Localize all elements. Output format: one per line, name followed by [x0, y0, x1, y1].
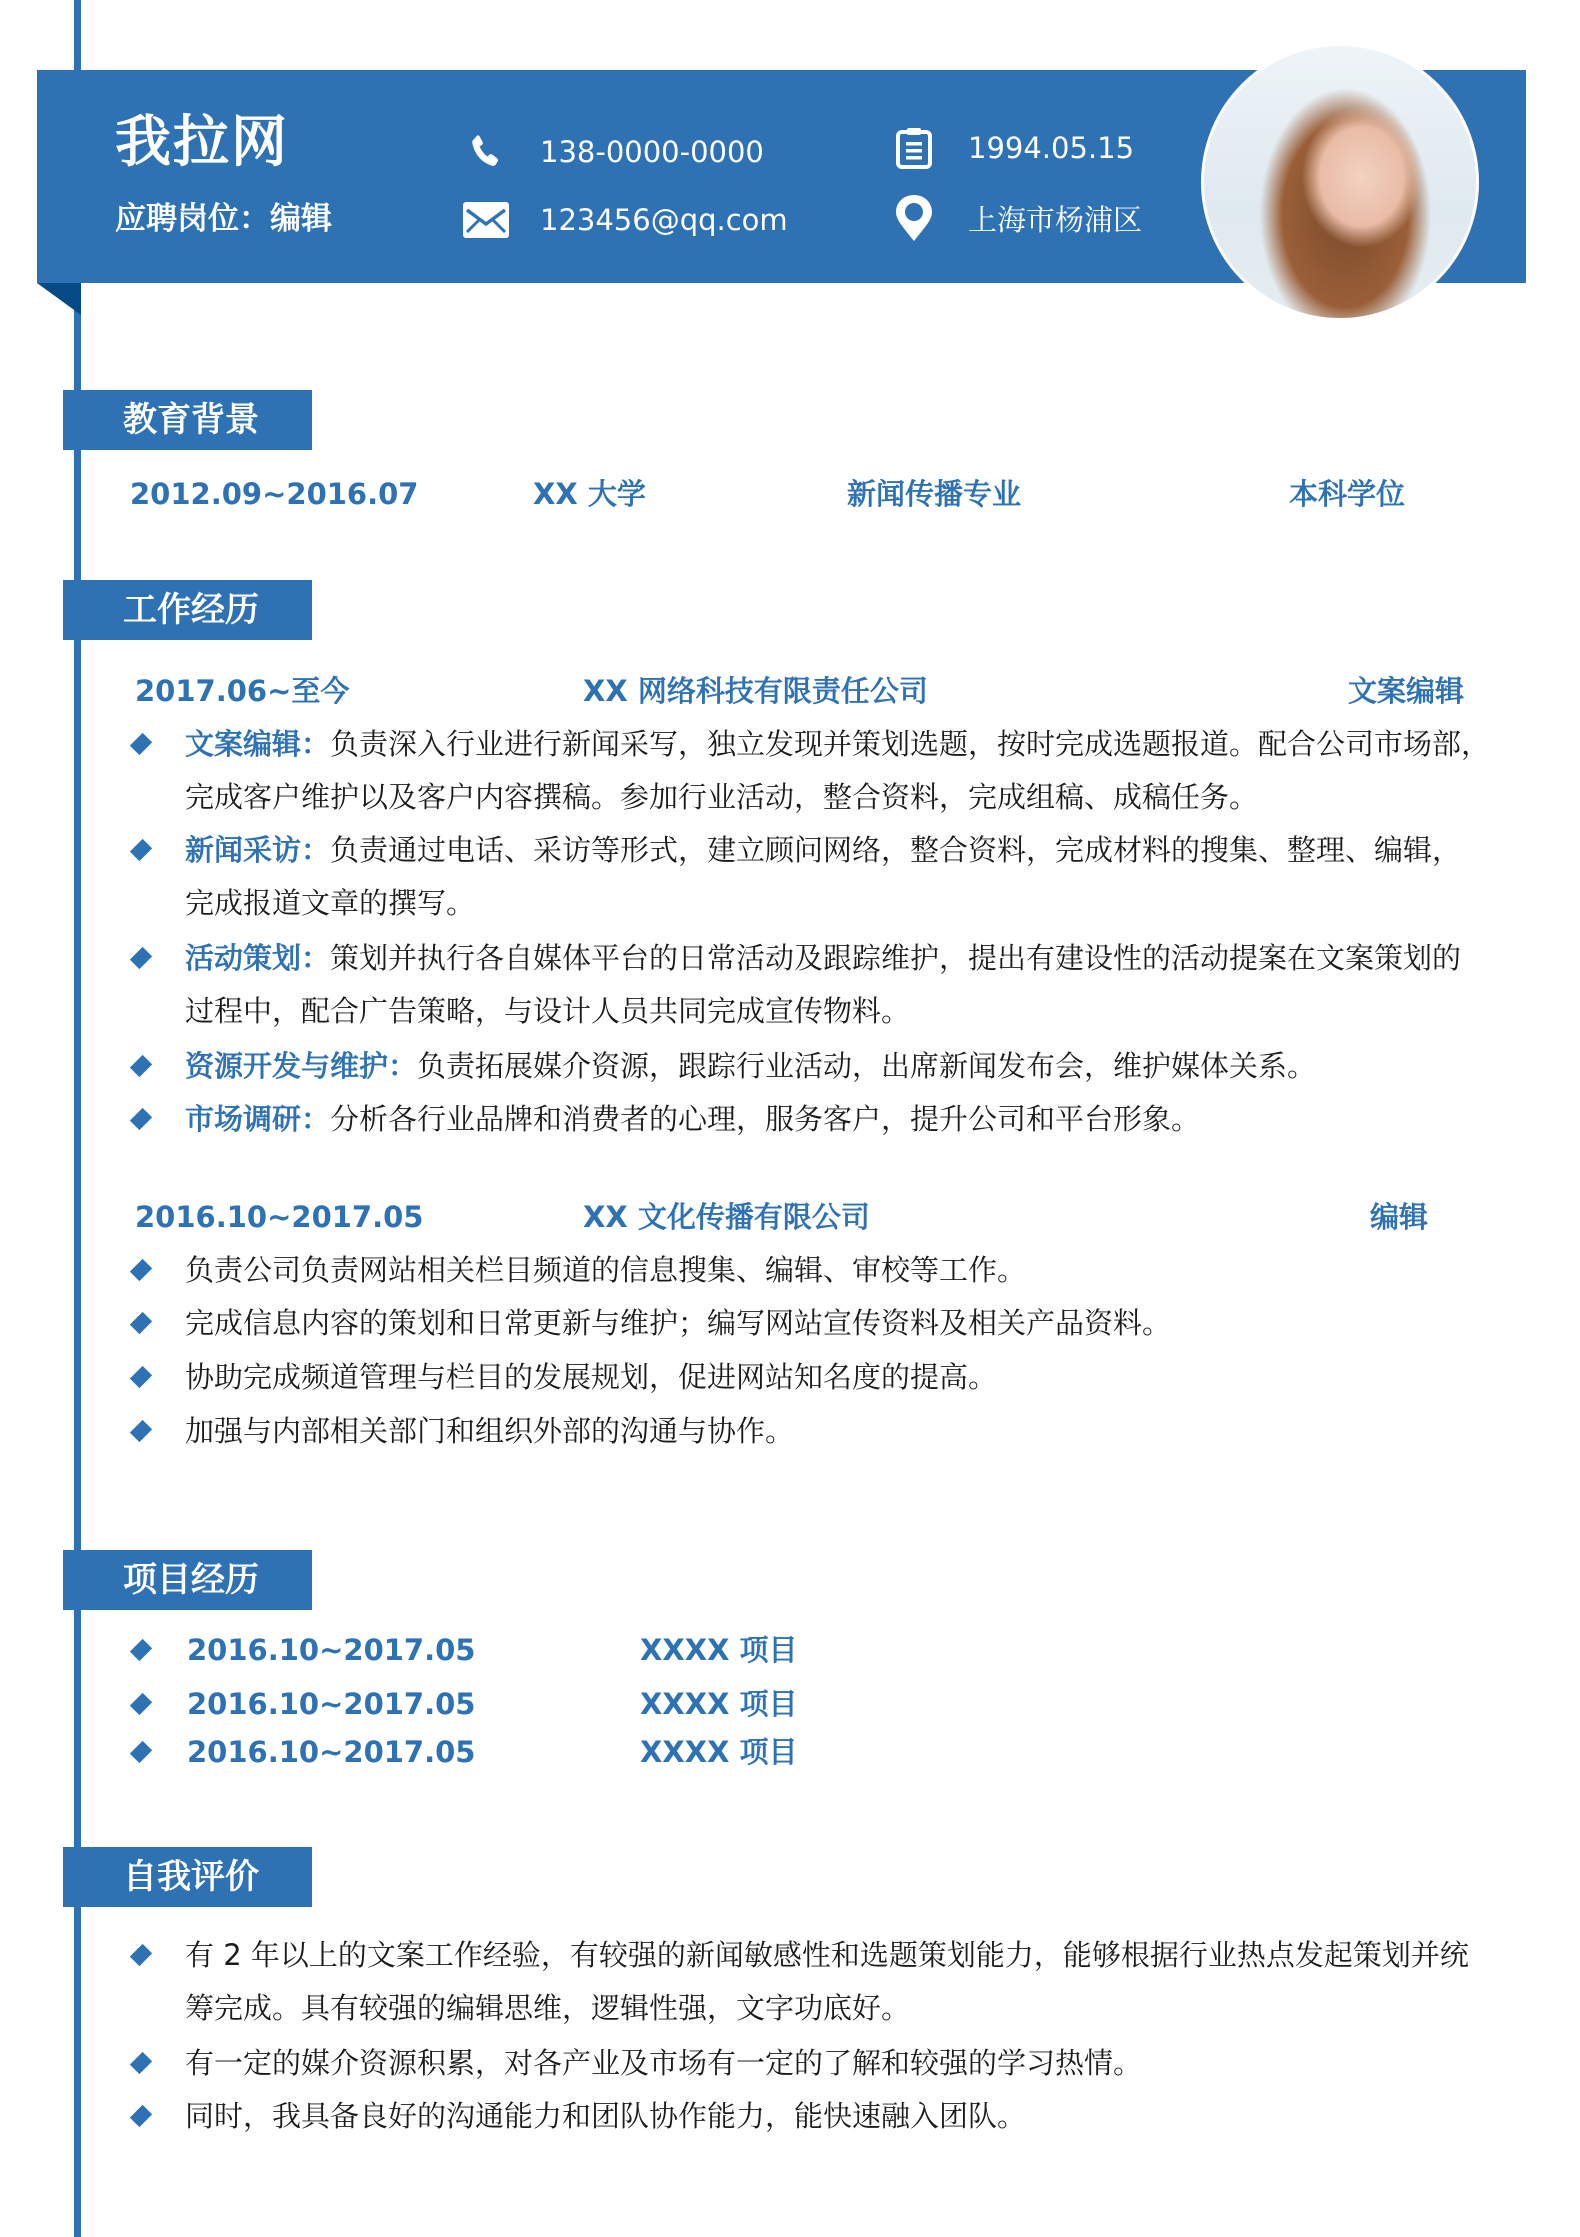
bullet-diamond-icon [130, 839, 152, 861]
header-fold-corner [37, 283, 81, 315]
bullet-diamond-icon [130, 1366, 152, 1388]
bullet-diamond-icon [130, 1639, 152, 1661]
bullet-diamond-icon [130, 947, 152, 969]
bullet-diamond-icon [130, 1944, 152, 1966]
bullet-diamond-icon [130, 1259, 152, 1281]
job-duty-item: 文案编辑：负责深入行业进行新闻采写，独立发现并策划选题，按时完成选题报道。配合公司市场部， 完成客户维护以及客户内容撰稿。参加行业活动，整合资料，完成组稿、成稿任务。 [185, 727, 1491, 814]
mail-icon [462, 198, 510, 242]
self-eval-item: 同时，我具备良好的沟通能力和团队协作能力，能快速融入团队。 [185, 2099, 1027, 2133]
education-degree: 本科学位 [1289, 477, 1406, 511]
bullet-diamond-icon [130, 1055, 152, 1077]
email-field [462, 198, 788, 242]
self-eval-item: 有一定的媒介资源积累，对各产业及市场有一定的了解和较强的学习热情。 [185, 2046, 1143, 2080]
section-title-work: 工作经历 [63, 580, 312, 640]
bullet-diamond-icon [130, 2105, 152, 2127]
job-company: XX 文化传播有限公司 [583, 1200, 870, 1234]
phone-field [462, 130, 764, 174]
education-major: 新闻传播专业 [847, 477, 1022, 511]
job-duty-item: 完成信息内容的策划和日常更新与维护；编写网站宣传资料及相关产品资料。 [185, 1306, 1172, 1340]
bullet-diamond-icon [130, 1741, 152, 1763]
project-period: 2016.10~2017.05 [187, 1735, 476, 1769]
section-title-self-evaluation: 自我评价 [63, 1847, 312, 1907]
job-duty-item: 资源开发与维护：负责拓展媒介资源，跟踪行业活动，出席新闻发布会，维护媒体关系。 [185, 1049, 1317, 1083]
bullet-diamond-icon [130, 1420, 152, 1442]
phone-number: 138-0000-0000 [540, 135, 764, 169]
job-role: 编辑 [1370, 1200, 1429, 1234]
bullet-diamond-icon [130, 1108, 152, 1130]
bullet-diamond-icon [130, 733, 152, 755]
candidate-name: 我拉网 [115, 110, 289, 175]
project-name: XXXX 项目 [640, 1633, 798, 1667]
self-eval-item: 有 2 年以上的文案工作经验，有较强的新闻敏感性和选题策划能力，能够根据行业热点发起策划并统 筹完成。具有较强的编辑思维，逻辑性强，文字功底好。 [185, 1938, 1469, 2025]
bullet-diamond-icon [130, 1693, 152, 1715]
project-name: XXXX 项目 [640, 1687, 798, 1721]
location: 上海市杨浦区 [968, 202, 1143, 237]
job-role: 文案编辑 [1348, 674, 1465, 708]
job-period: 2016.10~2017.05 [135, 1200, 424, 1234]
job-company: XX 网络科技有限责任公司 [583, 674, 928, 708]
birthdate-field [890, 126, 1134, 170]
bullet-diamond-icon [130, 1312, 152, 1334]
email-address: 123456@qq.com [540, 203, 788, 237]
location-field [890, 196, 1142, 240]
job-duty-item: 新闻采访：负责通过电话、采访等形式，建立顾问网络，整合资料，完成材料的搜集、整理、编辑， 完成报道文章的撰写。 [185, 833, 1462, 920]
job-duty-item: 活动策划：策划并执行各自媒体平台的日常活动及跟踪维护，提出有建设性的活动提案在文案策划的 过程中，配合广告策略，与设计人员共同完成宣传物料。 [185, 941, 1462, 1028]
education-period: 2012.09~2016.07 [130, 477, 419, 511]
phone-icon [462, 130, 510, 174]
project-name: XXXX 项目 [640, 1735, 798, 1769]
project-period: 2016.10~2017.05 [187, 1687, 476, 1721]
profile-photo [1201, 43, 1479, 321]
map-pin-icon [890, 196, 938, 240]
project-period: 2016.10~2017.05 [187, 1633, 476, 1667]
birthdate: 1994.05.15 [968, 131, 1135, 165]
education-school: XX 大学 [533, 477, 646, 511]
section-title-education: 教育背景 [63, 390, 312, 450]
job-duty-item: 负责公司负责网站相关栏目频道的信息搜集、编辑、审校等工作。 [185, 1253, 1027, 1287]
bullet-diamond-icon [130, 2052, 152, 2074]
clipboard-icon [890, 126, 938, 170]
job-duty-item: 协助完成频道管理与栏目的发展规划，促进网站知名度的提高。 [185, 1360, 998, 1394]
applied-position: 应聘岗位：编辑 [115, 201, 332, 237]
section-title-projects: 项目经历 [63, 1550, 312, 1610]
job-period: 2017.06~至今 [135, 674, 350, 708]
job-duty-item: 加强与内部相关部门和组织外部的沟通与协作。 [185, 1414, 795, 1448]
job-duty-item: 市场调研：分析各行业品牌和消费者的心理，服务客户，提升公司和平台形象。 [185, 1102, 1201, 1136]
